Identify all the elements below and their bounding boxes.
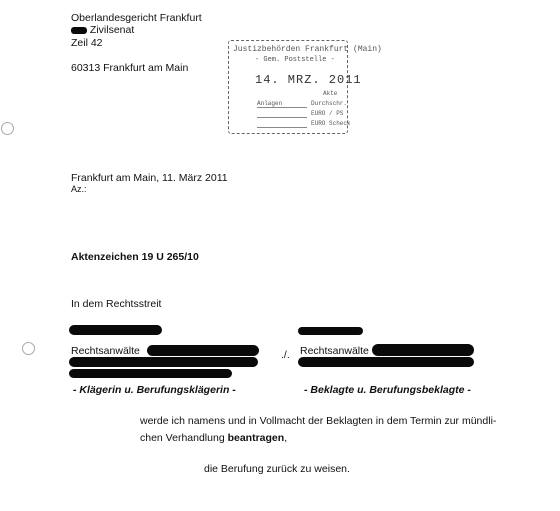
sender-line-court: Oberlandesgericht Frankfurt [71,12,202,24]
stamp-field-euro-ps: EURO / PS [311,110,344,117]
sender-line-senate [71,24,134,36]
body-line-2-bold: beantragen [227,432,285,444]
senate-label: Zivilsenat [89,24,135,36]
intro-text: In dem Rechtsstreit [71,298,162,310]
redaction [147,345,259,356]
redaction [298,357,474,367]
az-label: Az.: [71,184,87,194]
redaction [69,369,232,378]
place-date: Frankfurt am Main, 11. März 2011 [71,172,228,184]
punch-hole-bottom [22,342,35,355]
redaction [372,344,474,356]
case-number: Aktenzeichen 19 U 265/10 [71,251,199,263]
sender-line-city: 60313 Frankfurt am Main [71,62,189,74]
sender-line-street: Zeil 42 [71,37,103,49]
body-line-1: werde ich namens und in Vollmacht der Beklagten in dem Termin zur mündli- [140,415,497,427]
motion-text: die Berufung zurück zu weisen. [204,463,350,475]
stamp-line [257,127,307,128]
left-party-role: - Klägerin u. Berufungsklägerin - [73,384,236,396]
stamp-field-anlagen: Anlagen [257,100,283,107]
redaction [298,327,363,335]
stamp-line [257,107,307,108]
redaction [69,357,258,367]
stamp-line [257,117,307,118]
body-line-2-text: chen Verhandlung [140,432,225,444]
stamp-title: Justizbehörden Frankfurt (Main) [233,45,382,54]
right-lawyer-label: Rechtsanwälte [300,345,369,357]
body-line-2-suffix: , [284,432,288,444]
redaction [71,27,87,34]
body-line-2 [140,432,287,444]
left-lawyer-label: Rechtsanwälte [71,345,140,357]
stamp-date: 14. MRZ. 2011 [255,73,362,87]
stamp-field-durchschr: Durchschr. [311,100,348,107]
receipt-stamp [228,40,382,134]
punch-hole-top [1,122,14,135]
party-separator: ./. [281,349,290,361]
redaction [69,325,162,335]
stamp-field-euro-scheck: EURO Scheck [311,120,351,127]
right-party-role: - Beklagte u. Berufungsbeklagte - [304,384,471,396]
stamp-subtitle: - Gem. Poststelle - [255,56,335,64]
stamp-field-akte: Akte [323,90,338,97]
